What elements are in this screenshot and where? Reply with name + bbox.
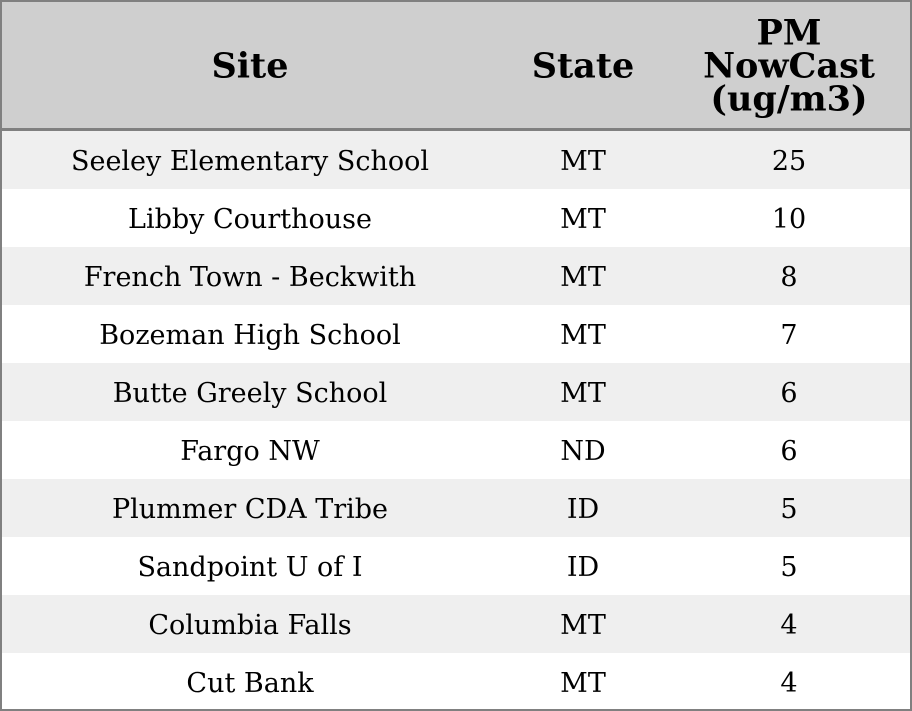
state-cell: MT [560, 320, 606, 351]
state-cell: MT [560, 668, 606, 699]
state-cell: MT [560, 146, 606, 177]
table-row [2, 363, 910, 421]
pm-value-cell: 6 [780, 378, 798, 409]
pm-value-cell: 25 [771, 146, 807, 177]
pm-value-cell: 5 [780, 494, 798, 525]
site-cell: Butte Greely School [112, 378, 388, 409]
table-row [2, 421, 910, 479]
state-cell: ND [560, 436, 606, 467]
table-row [2, 537, 910, 595]
row-background [2, 595, 910, 653]
site-cell: French Town - Beckwith [83, 262, 417, 293]
table-row [2, 595, 910, 653]
pm-value-cell: 8 [780, 262, 798, 293]
site-cell: Plummer CDA Tribe [111, 494, 389, 525]
site-cell: Bozeman High School [99, 320, 401, 351]
column-header-pm-nowcast: PM NowCast (ug/m3) [703, 12, 875, 120]
state-cell: MT [560, 204, 606, 235]
site-cell: Libby Courthouse [128, 204, 372, 235]
table-row [2, 131, 910, 189]
site-cell: Columbia Falls [148, 610, 352, 641]
table-row [2, 247, 910, 305]
pm-value-cell: 6 [780, 436, 798, 467]
state-cell: MT [560, 262, 606, 293]
pm-value-cell: 4 [780, 610, 798, 641]
state-cell: MT [560, 610, 606, 641]
row-background [2, 421, 910, 479]
state-cell: ID [566, 494, 600, 525]
table-row [2, 479, 910, 537]
table-row [2, 189, 910, 247]
pm-value-cell: 5 [780, 552, 798, 583]
site-cell: Seeley Elementary School [70, 146, 430, 177]
column-header-state: State [531, 45, 635, 87]
site-cell: Cut Bank [186, 668, 314, 699]
column-header-site: Site [211, 45, 289, 87]
pm-value-cell: 7 [780, 320, 798, 351]
table-row [2, 305, 910, 363]
state-cell: ID [566, 552, 600, 583]
row-background [2, 653, 910, 711]
pm-value-cell: 4 [780, 668, 798, 699]
site-cell: Sandpoint U of I [137, 552, 363, 583]
table-row [2, 653, 910, 711]
pm-value-cell: 10 [771, 204, 807, 235]
header-divider [2, 128, 910, 131]
state-cell: MT [560, 378, 606, 409]
site-cell: Fargo NW [180, 436, 320, 467]
